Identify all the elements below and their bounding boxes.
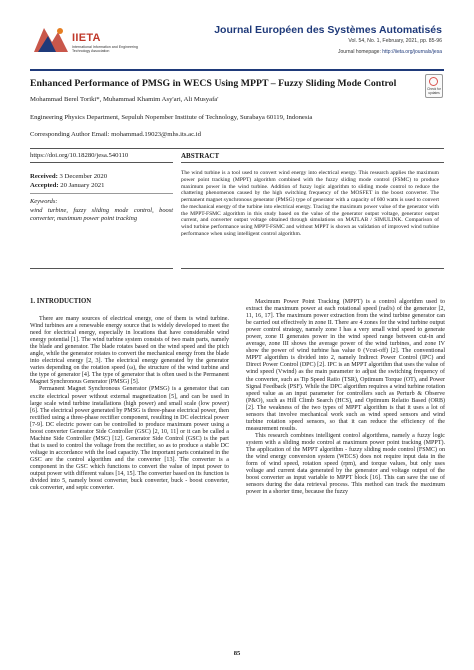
accepted-label: Accepted:: [30, 182, 59, 189]
received-label: Received:: [30, 173, 58, 180]
section-heading: 1. INTRODUCTION: [30, 298, 92, 305]
iieta-logo-icon: [30, 22, 70, 58]
abstract-heading: ABSTRACT: [181, 152, 220, 160]
divider: [181, 268, 444, 269]
author-list: Mohammad Berel Toriki*, Muhammad Khamim Asy'ari, Ali Musyafa': [30, 96, 219, 103]
brand-name: IIETA: [72, 32, 101, 44]
check-for-updates-badge[interactable]: [425, 74, 443, 98]
divider: [181, 162, 444, 163]
body-column-left: [30, 316, 229, 492]
divider: [30, 193, 173, 194]
journal-title: Journal Européen des Systèmes Automatisés: [214, 24, 442, 36]
homepage-label: Journal homepage:: [338, 49, 383, 55]
affiliation: Engineering Physics Department, Sepuluh Nopember Institute of Technology, Surabaya 60119, Indonesia: [30, 114, 313, 121]
brand-tagline: International Information and Engineering Technology Association: [72, 45, 138, 54]
homepage-link[interactable]: http://iieta.org/journals/jesa: [382, 49, 442, 55]
accepted-date: 20 January 2021: [60, 182, 105, 189]
divider: [30, 148, 444, 149]
divider: [30, 268, 173, 269]
check-updates-label: Check for updates: [427, 87, 441, 95]
article-title: Enhanced Performance of PMSG in WECS Using MPPT – Fuzzy Sliding Mode Control: [30, 78, 397, 89]
body-column-right: [246, 299, 445, 496]
divider: [30, 162, 173, 163]
page-number: 85: [233, 650, 241, 657]
check-updates-icon: [429, 77, 438, 86]
received-date: 3 December 2020: [59, 173, 108, 180]
volume-line: Vol. 54, No. 1, February, 2021, pp. 85-96: [348, 38, 442, 44]
keywords-label: Keywords:: [30, 198, 58, 205]
journal-header: [182, 24, 442, 55]
keywords: wind turbine, fuzzy sliding mode control, boost converter, maximum power point tracking: [30, 207, 173, 222]
corresponding-author: Corresponding Author Email: mohammad.19023@mhs.its.ac.id: [30, 131, 201, 138]
iieta-logo: [30, 18, 155, 64]
article-dates: [30, 172, 107, 190]
abstract-text: The wind turbine is a tool used to convert wind energy into electrical energy. This research applies the maximum power point tracking (MPPT) algorithm combined with the fuzzy sliding mode control (FSMC) to produce maximum power in the wind turbine. Addition of fuzzy logic algorithm to sliding mode control to reduce the chattering phenomenon caused by the high switching frequency of the MOSFET in the boost converter. The permanent magnet synchronous generator (PMSG) type of generator with a capacity of 600 watts is used to convert the mechanical energy of the turbine into electrical energy. Tracing the maximum power value of the generator with the MPPT-FSMC algorithm in this study based on the value of the generator output voltage, generator output current, and converter output voltage obtained through simulations on MATLAB / SIMULINK. Comparison of wind turbine performance using MPPT-FSMC and without MPPT is shown as validation of improved wind turbine performance when using intelligent control algorithm.: [181, 170, 439, 237]
paragraph: There are many sources of electrical energy, one of them is wind turbine. Wind turbines are a renewable energy source that is widely developed to meet the need for electrical energy, especially in locations that have considerable wind energy potential [1]. The wind turbine system consists of two main parts, namely the blade and generator. The blade rotates based on the wind speed and the pitch angle, while the generator rotates to convert the mechanical energy from the blade into electrical energy [2, 3]. The electrical energy generated by the generator varies depending on the rotation speed (ω), the structure of the wind turbine and the type of generator [4]. The type of generator that is often used is the Permanent Magnet Synchronous Generator (PMSG) [5].: [30, 316, 229, 386]
paragraph: Permanent Magnet Synchronous Generator (PMSG) is a generator that can excite electrical power without external magnetization [5], and can be used in large scale wind turbine installations (high power) and small scale (low power) [6]. The electrical power generated by PMSG is three-phase electrical power, then rectified using a three-phase rectifier component, resulting in DC electrical power [7-9]. DC electric power can be controlled to produce maximum power using a boost converter Generator Side Controller (GSC) [2, 10, 11] or it can be called a Machine Side Controller (MSC) [12]. Generator Side Control (GSC) is the part that is used to control the voltage from the rectifier, so as to produce a stable DC voltage in accordance with the load capacity. The important parts contained in the GSC are the control algorithm and the converter [13]. The converter is a component in the GSC which functions to convert the value of input power to output power with different values [14, 15]. The converter based on its function is divided into 5, namely boost converter, buck converter, buck - boost converter, cuk converter, and sepic converter.: [30, 386, 229, 492]
paragraph: This research combines intelligent control algorithms, namely a fuzzy logic system with a sliding mode control at maximum power point tracking (MPPT). The application of the MPPT algorithm - fuzzy sliding mode control (FSMC) on the wind energy conversion system (WECS) does not require input data in the form of wind speed, rotation speed (rpm), and torque values, but only uses voltage and current data generated by the generator and voltage output of the boost converter as input variable to MPPT block [16]. This can save the use of sensors during the data retrieval process. This method can track the maximum power in a shorter time, because the fuzzy: [246, 432, 445, 496]
homepage-line: [182, 49, 442, 55]
doi-link[interactable]: https://doi.org/10.18280/jesa.540110: [30, 152, 129, 159]
paragraph: Maximum Power Point Tracking (MPPT) is a control algorithm used to extract the maximum power at each rotational speed (rad/s) of the generator [2, 11, 16, 17]. The maximum power extraction from the wind turbine generator can be carried out effectively in zone II. There are 4 zones for the wind turbine output power control strategy, namely zone I has a very small wind speed to generate power, zone II generates power in the wind speed range between cut-in and average, zone III shows the average power of the wind turbines, and zone IV show the power of wind turbine has value 0 (Vcut-off) [2]. The conventional MPPT algorithm is divided into 2, namely Indirect Power Control (IPC) and Direct Power Control (DPC) [2]. IPC is an MPPT algorithm that uses the value of wind speed (Vwind) as the main parameter to adjust the switching frequency of the converter, such as Tip Speed Ratio (TSR), Optimum Torque (OT), and Power Signal Feedback (PSF). While the DPC algorithm requires a wind turbine rotation speed value as an input parameter for controllers such as Perturb & Observe (P&O), such as Hill Climb Search (HCS), and Optimum Relatio Based (ORB) [2]. The weakness of the two types of MPPT algorithm is that it uses a lot of sensors that involve mechanical work such as wind speed sensors and wind turbine rotation speed sensors, so that it can reduce the efficiency of the measurement results.: [246, 299, 445, 432]
header-rule: [30, 69, 444, 71]
